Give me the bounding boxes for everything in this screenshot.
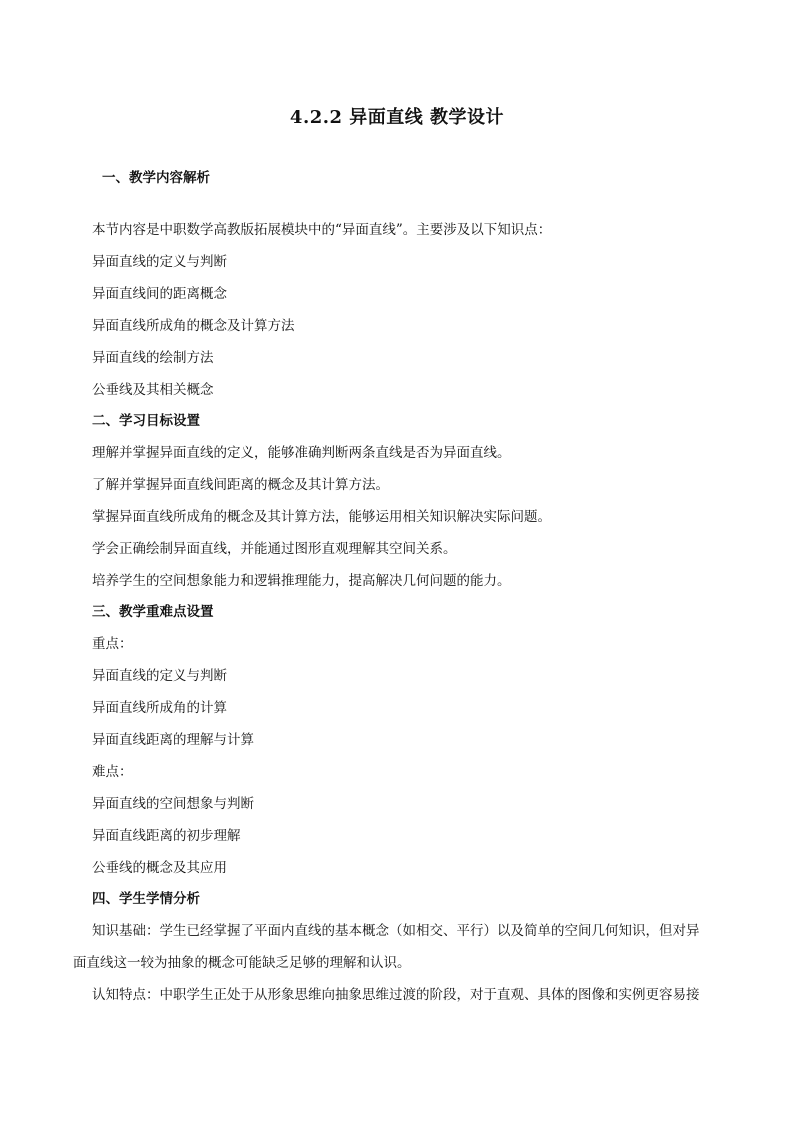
- section1-item: 异面直线间的距离概念: [92, 286, 227, 302]
- knowledge-basis-line1: 知识基础：学生已经掌握了平面内直线的基本概念（如相交、平行）以及简单的空间几何知识，但对异: [92, 923, 700, 939]
- hard-point-item: 异面直线的空间想象与判断: [92, 796, 254, 812]
- section2-item: 了解并掌握异面直线间距离的概念及其计算方法。: [92, 477, 389, 493]
- section2-item: 培养学生的空间想象能力和逻辑推理能力，提高解决几何问题的能力。: [92, 573, 511, 589]
- section2-item: 掌握异面直线所成角的概念及其计算方法，能够运用相关知识解决实际问题。: [92, 509, 551, 525]
- section1-heading: 一、教学内容解析: [102, 170, 210, 186]
- section2-heading: 二、学习目标设置: [92, 413, 200, 429]
- cognitive-traits-line1: 认知特点：中职学生正处于从形象思维向抽象思维过渡的阶段，对于直观、具体的图像和实例更容易接: [92, 987, 700, 1003]
- knowledge-basis-line2: 面直线这一较为抽象的概念可能缺乏足够的理解和认识。: [73, 955, 411, 971]
- section1-item: 异面直线所成角的概念及计算方法: [92, 318, 295, 334]
- key-points-label: 重点：: [92, 636, 133, 652]
- hard-points-label: 难点：: [92, 764, 133, 780]
- section1-item: 异面直线的绘制方法: [92, 350, 214, 366]
- key-point-item: 异面直线距离的理解与计算: [92, 732, 254, 748]
- section1-item: 异面直线的定义与判断: [92, 254, 227, 270]
- key-point-item: 异面直线所成角的计算: [92, 700, 227, 716]
- section1-intro: 本节内容是中职数学高教版拓展模块中的“异面直线”。主要涉及以下知识点：: [92, 222, 552, 238]
- key-point-item: 异面直线的定义与判断: [92, 668, 227, 684]
- section2-item: 学会正确绘制异面直线，并能通过图形直观理解其空间关系。: [92, 541, 457, 557]
- hard-point-item: 公垂线的概念及其应用: [92, 860, 227, 876]
- section1-item: 公垂线及其相关概念: [92, 382, 214, 398]
- section3-heading: 三、教学重难点设置: [92, 604, 214, 620]
- section2-item: 理解并掌握异面直线的定义，能够准确判断两条直线是否为异面直线。: [92, 445, 511, 461]
- hard-point-item: 异面直线距离的初步理解: [92, 828, 241, 844]
- document-title: 4.2.2 异面直线 教学设计: [289, 107, 505, 128]
- section4-heading: 四、学生学情分析: [92, 891, 200, 907]
